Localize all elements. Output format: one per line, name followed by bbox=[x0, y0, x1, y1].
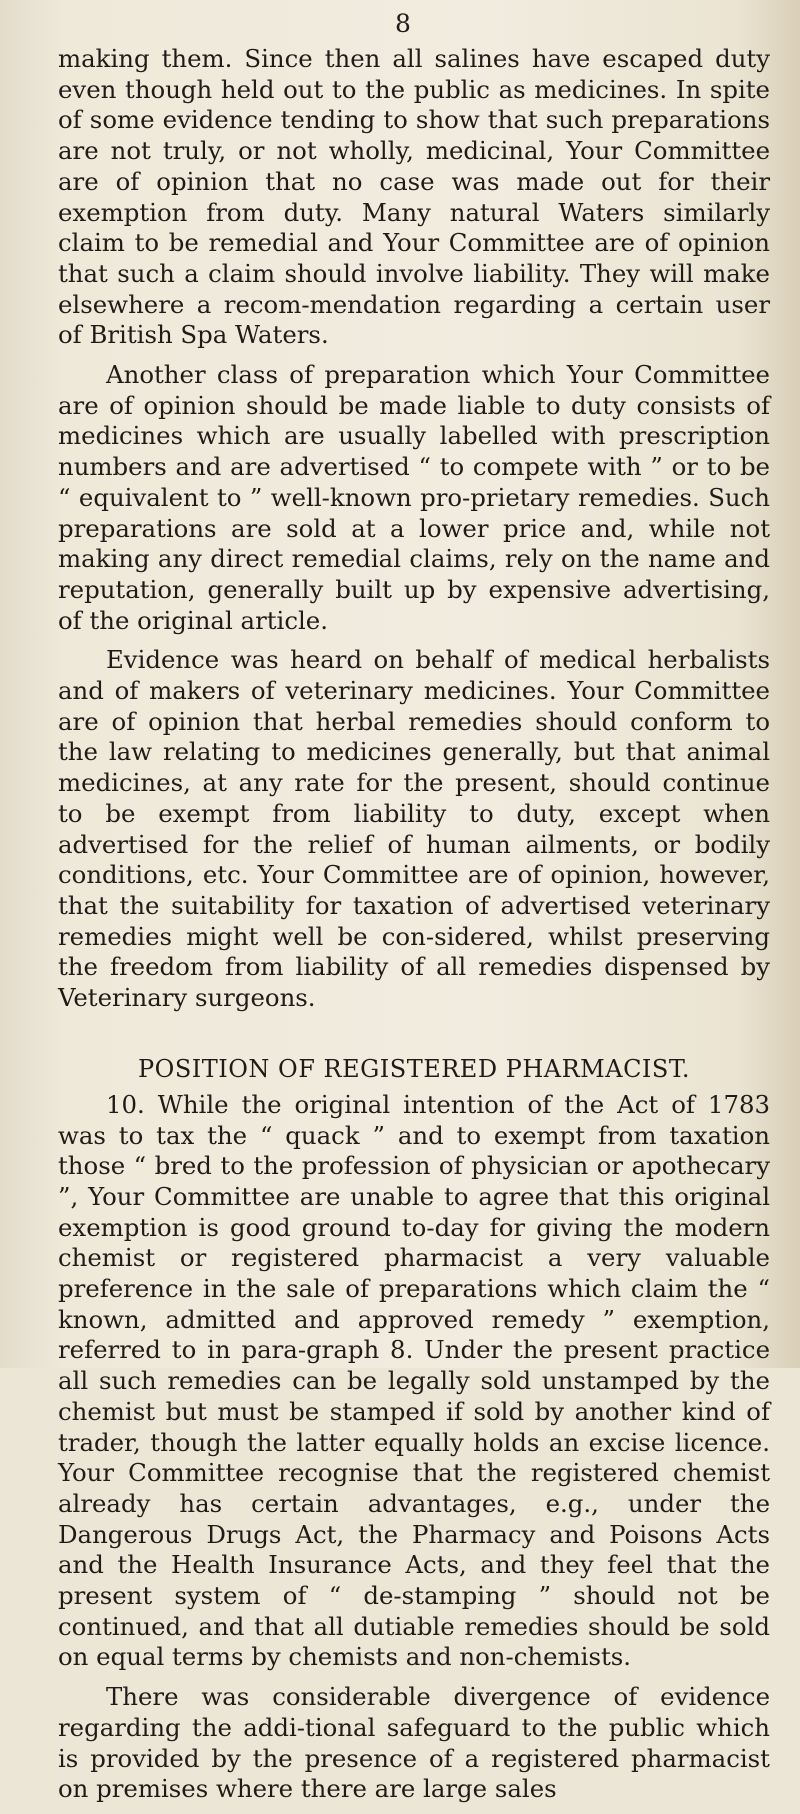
body-text bbox=[58, 44, 770, 1814]
paragraph-prescription-numbers: Another class of preparation which Your Committee are of opinion should be made liable to duty consists of medicines which are usually labelled with prescription numbers and are advertised “ to compete with ” or to be “ equivalent to ” well-known pro-prietary remedies. Such preparations are sold at a lower price and, while not making any direct remedial claims, rely on the name and reputation, generally built up by expensive advertising, of the original article. bbox=[58, 360, 770, 635]
paragraph-divergence-evidence: There was considerable divergence of evidence regarding the addi-tional safeguard to the public which is provided by the presence of a registered pharmacist on premises where there are large sales bbox=[58, 1682, 770, 1804]
paragraph-10-quack: 10. While the original intention of the Act of 1783 was to tax the “ quack ” and to exempt from taxation those “ bred to the profession of physician or apothecary ”, Your Committee are unable to agree that this original exemption is good ground to-day for giving the modern chemist or registered pharmacist a very valuable preference in the sale of preparations which claim the “ known, admitted and approved remedy ” exemption, referred to in para-graph 8. Under the present practice all such remedies can be legally sold unstamped by the chemist but must be stamped if sold by another kind of trader, though the latter equally holds an excise licence. Your Committee recognise that the registered chemist already has certain advantages, e.g., under the Dangerous Drugs Act, the Pharmacy and Poisons Acts and the Health Insurance Acts, and they feel that the present system of “ de-stamping ” should not be continued, and that all dutiable remedies should be sold on equal terms by chemists and non-chemists. bbox=[58, 1089, 770, 1672]
paragraph-salines: making them. Since then all salines have escaped duty even though held out to the public as medicines. In spite of some evidence tending to show that such preparations are not truly, or not wholly, medicinal, Your Committee are of opinion that no case was made out for their exemption from duty. Many natural Waters similarly claim to be remedial and Your Committee are of opinion that such a claim should involve liability. They will make elsewhere a recom-mendation regarding a certain user of British Spa Waters. bbox=[58, 44, 770, 350]
page-number: 8 bbox=[395, 9, 411, 38]
paragraph-herbalists-veterinary: Evidence was heard on behalf of medical herbalists and of makers of veterinary medicines. Your Committee are of opinion that herbal remedies should conform to the law relating to medicines generally, but that animal medicines, at any rate for the present, should continue to be exempt from liability to duty, except when advertised for the relief of human ailments, or bodily conditions, etc. Your Committee are of opinion, however, that the suitability for taxation of advertised veterinary remedies might well be con-sidered, whilst preserving the freedom from liability of all remedies dispensed by Veterinary surgeons. bbox=[58, 645, 770, 1013]
section-heading: POSITION OF REGISTERED PHARMACIST. bbox=[138, 1054, 690, 1083]
